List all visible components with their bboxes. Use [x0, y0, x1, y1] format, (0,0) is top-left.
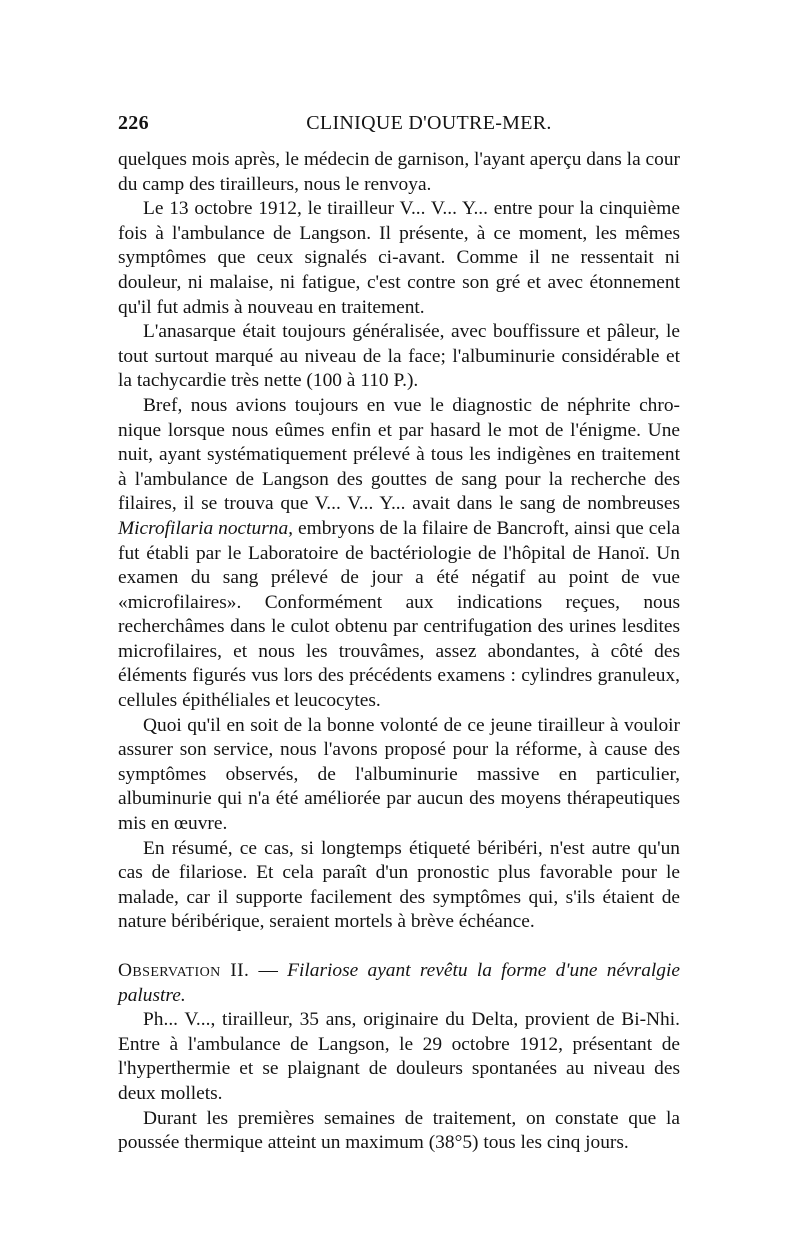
paragraph-3: L'anasarque était toujours généralisée, avec bouffissure et pâleur, le tout surtout marqué au niveau de la face; l'albuminurie considérable et la tachycardie très nette (100 à 110 P.). [118, 321, 680, 392]
paragraph-4 [118, 394, 680, 714]
running-header [118, 112, 680, 148]
document-page [118, 112, 680, 1156]
section-gap [118, 935, 680, 959]
page-number: 226 [118, 112, 149, 134]
paragraph-6: En résumé, ce cas, si longtemps étiqueté béribéri, n'est autre qu'un cas de filariose. Et cela paraît d'un pronostic plus favorable pour le malade, car il supporte facilement des symptômes qui, s'ils étaient de nature béribérique, seraient mortels à brève échéance. [118, 837, 680, 933]
paragraph-4-part-1: Bref, nous avions toujours en vue le diagnostic de néphrite chronique lorsque nous eûmes enfin et par hasard le mot de l'énigme. Une nuit, ayant systématiquement prélevé à tous les indigènes en traitement à l'ambulance de Langson des gouttes de sang pour la recherche des filaires, il se trouva que V... V... Y... avait dans le sang de nombreuses [118, 394, 680, 515]
observation-dash: — [249, 960, 288, 981]
paragraph-5: Quoi qu'il en soit de la bonne volonté de ce jeune tirailleur à vouloir assurer son service, nous l'avons proposé pour la réforme, à cause des symptômes observés, de l'albuminurie massive en particulier, albuminurie qui n'a été améliorée par aucun des moyens thérapeutiques mis en œuvre. [118, 714, 680, 835]
paragraph-8: Durant les premières semaines de traitement, on constate que la poussée thermique atteint un maximum (38°5) tous les cinq jours. [118, 1107, 680, 1154]
paragraph-4-part-2: embryons de la filaire de Bancroft, ainsi que cela fut établi par le Laboratoire de bactériologie de l'hôpital de Hanoï. Un examen du sang prélevé de jour a été négatif au point de vue «microfilaires». Conformément aux indications reçues, nous recherchâmes dans le culot obtenu par centrifugation des urines lesdites microfilaires, et nous les trouvâmes, assez abondantes, à côté des éléments figurés vus lors des précédents examens : cylindres granuleux, cellules épithéliales et leucocytes. [118, 517, 680, 712]
running-title: CLINIQUE D'OUTRE-MER. [306, 112, 552, 134]
paragraph-7: Ph... V..., tirailleur, 35 ans, originaire du Delta, provient de Bi-Nhi. Entre à l'ambulance de Langson, le 29 octobre 1912, présentant de l'hyperthermie et se plaignant de douleurs spontanées au niveau des deux mollets. [118, 1009, 680, 1104]
observation-heading [118, 959, 680, 1008]
paragraph-2: Le 13 octobre 1912, le tirailleur V... V... Y... entre pour la cinquième fois à l'ambulance de Langson. Il présente, à ce moment, les mêmes symptômes que ceux signalés ci-avant. Comme il ne ressentait ni douleur, ni malaise, ni fatigue, c'est contre son gré et avec étonnement qu'il fut admis à nouveau en traitement. [118, 198, 680, 318]
species-name: Microfilaria nocturna, [118, 517, 294, 539]
observation-title: Filariose ayant revêtu la forme d'une névralgie palustre. [118, 960, 680, 1006]
body-text [118, 148, 680, 1156]
paragraph-1: quelques mois après, le médecin de garnison, l'ayant aperçu dans la cour du camp des tirailleurs, nous le renvoya. [118, 149, 680, 195]
observation-label: Observation II. [118, 960, 250, 981]
